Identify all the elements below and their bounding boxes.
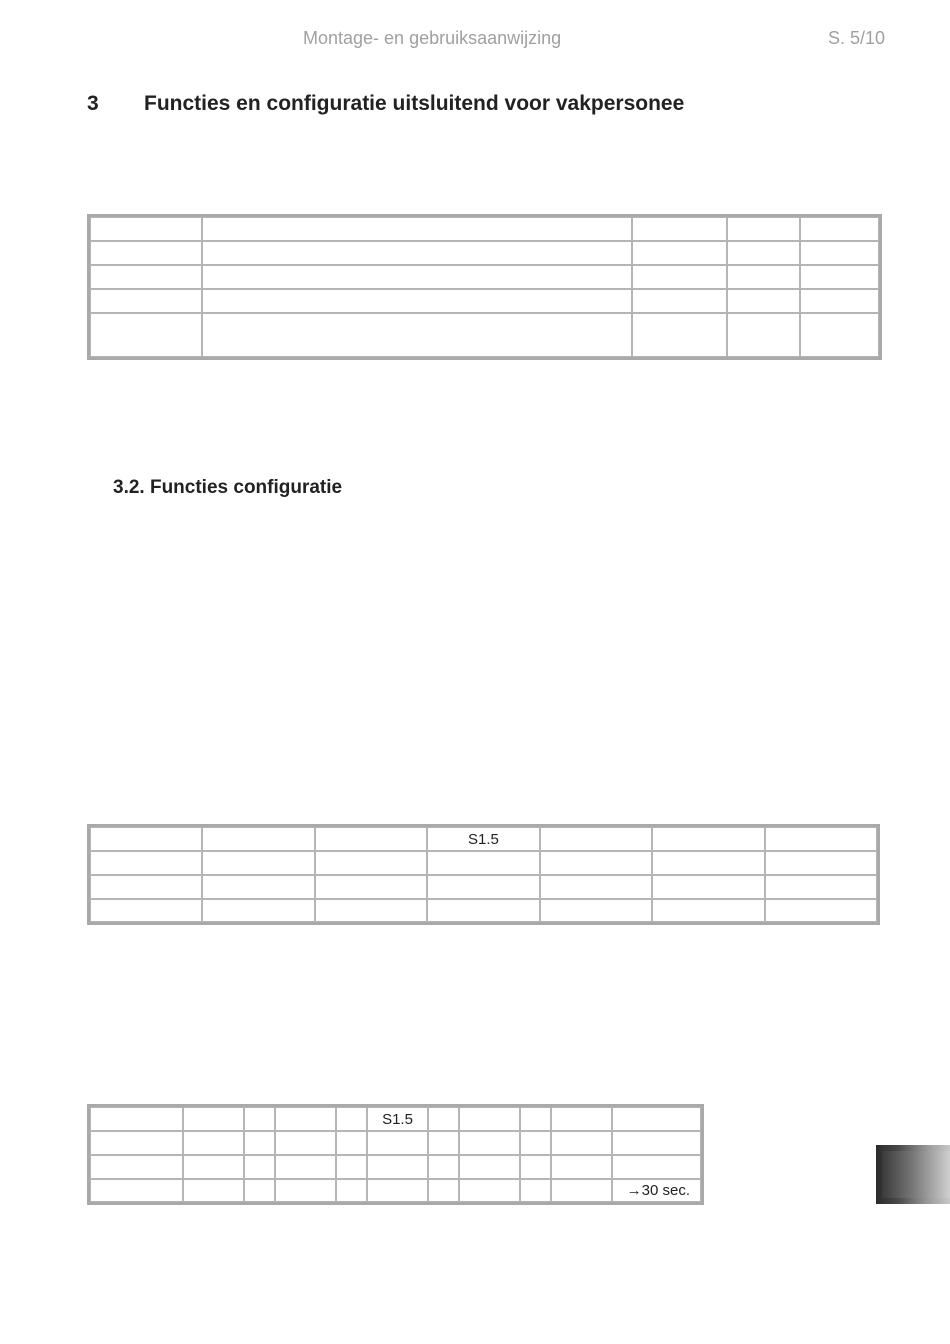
table-row <box>90 313 879 357</box>
table-functions-overview <box>87 214 882 360</box>
table-row <box>90 851 877 875</box>
section-number: 3 <box>87 92 99 115</box>
table-cell-switch: S1.5 <box>367 1107 428 1131</box>
table-config-switches <box>87 824 880 925</box>
table-row <box>90 265 879 289</box>
table-row <box>90 217 879 241</box>
page-header-title: Montage- en gebruiksaanwijzing <box>303 28 562 48</box>
table-row <box>90 1155 701 1179</box>
table-cell-switch: S1.5 <box>427 827 539 851</box>
page-number: S. 5/10 <box>828 28 886 48</box>
subsection-title: 3.2. Functies configuratie <box>113 477 343 498</box>
table-cell-duration: →30 sec. <box>612 1179 701 1202</box>
table-row <box>90 1179 701 1202</box>
section-title: Functies en configuratie uitsluitend voor vakpersonee <box>144 92 685 115</box>
table-row <box>90 1107 701 1131</box>
table-row <box>90 827 877 851</box>
table-row <box>90 875 877 899</box>
table-row <box>90 899 877 922</box>
table-row <box>90 289 879 313</box>
table-config-timing <box>87 1104 704 1205</box>
chapter-tab-marker <box>876 1145 950 1204</box>
table-row <box>90 1131 701 1155</box>
table-row <box>90 241 879 265</box>
